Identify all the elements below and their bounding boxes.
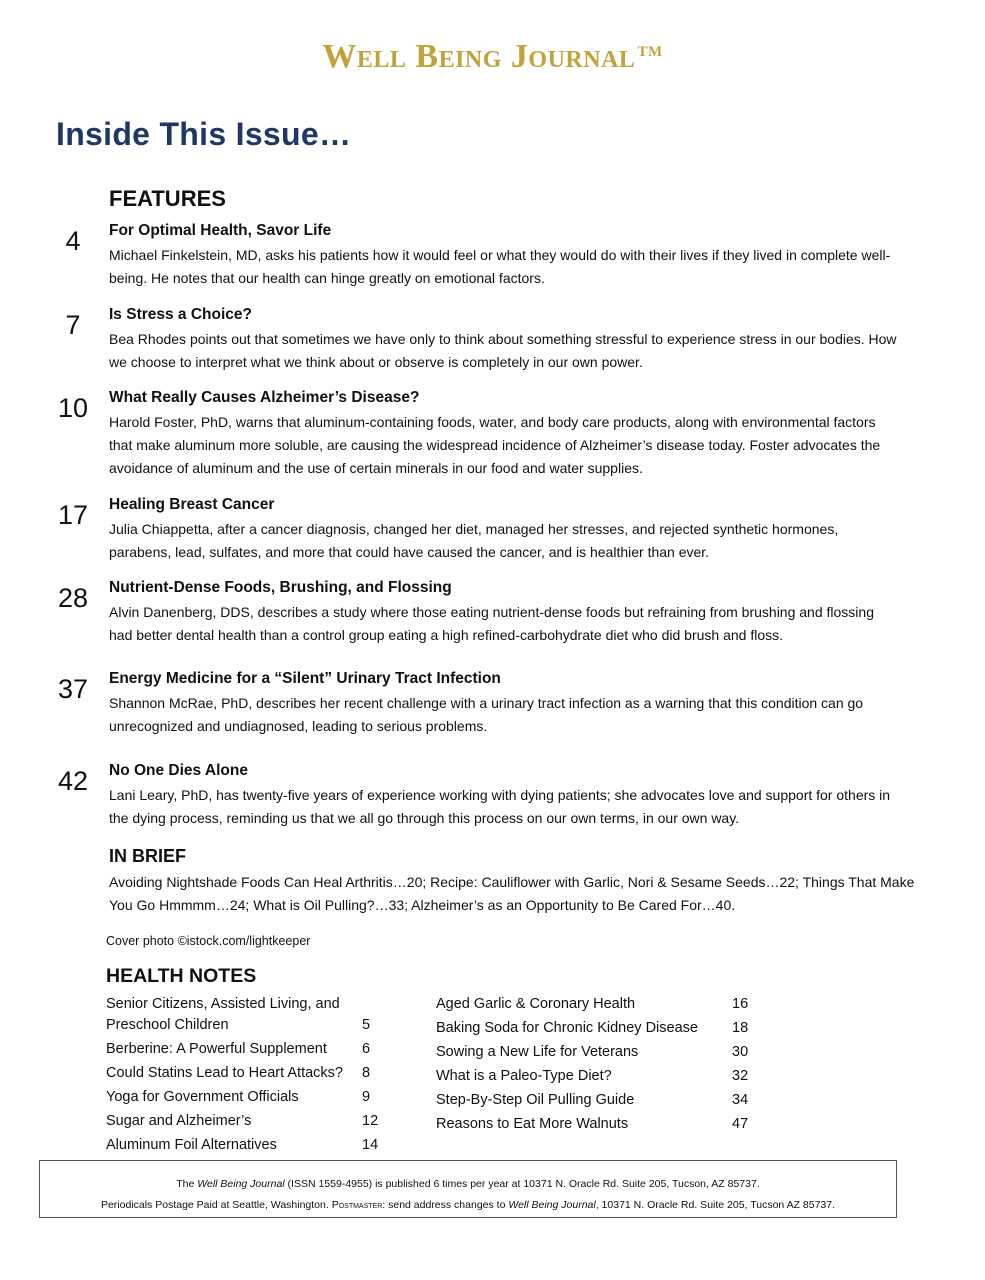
journal-name: Well Being Journal: [508, 1199, 596, 1211]
footer-text: : send address changes to: [382, 1199, 509, 1211]
feature-page-number: 7: [65, 310, 81, 340]
health-note-title: Preschool Children: [106, 1017, 229, 1033]
feature-title: What Really Causes Alzheimer’s Disease?: [109, 389, 420, 406]
masthead-title: Well Being Journal: [322, 38, 636, 75]
feature-title: Healing Breast Cancer: [109, 496, 275, 513]
health-note-page: 5: [362, 1017, 371, 1033]
list-item: [106, 1137, 406, 1161]
feature-title: Nutrient-Dense Foods, Brushing, and Flossing: [109, 579, 452, 596]
health-notes-heading: HEALTH NOTES: [106, 965, 257, 987]
publication-footer: [39, 1160, 897, 1218]
feature-description: Alvin Danenberg, DDS, describes a study where those eating nutrient-dense foods but refraining from brushing and flossing had better dental health than a control group eating a high refined-carbohydrate diet who did brush and floss.: [109, 604, 874, 643]
feature-page-number: 42: [57, 766, 89, 796]
footer-text: The: [176, 1178, 198, 1190]
health-note-title: Aged Garlic & Coronary Health: [436, 996, 636, 1012]
feature-title: For Optimal Health, Savor Life: [109, 222, 332, 239]
health-notes-left-column: [106, 996, 406, 1161]
feature-description: Julia Chiappetta, after a cancer diagnosis, changed her diet, managed her stresses, and rejected synthetic hormones, parabens, lead, sulfates, and more that could have caused the cancer, and is healthier than ever.: [109, 521, 839, 560]
list-item: [436, 1068, 766, 1092]
health-note-title: Yoga for Government Officials: [106, 1089, 299, 1105]
in-brief-heading: IN BRIEF: [109, 846, 187, 866]
list-item: [106, 1065, 406, 1089]
page-title: Inside This Issue…: [56, 116, 352, 152]
footer-text: (ISSN 1559-4955) is published 6 times per year at 10371 N. Oracle Rd. Suite 205, Tucson, AZ 85737.: [284, 1178, 760, 1190]
list-item: [106, 1017, 406, 1041]
feature-page-number: 37: [57, 674, 89, 704]
feature-title: Is Stress a Choice?: [109, 306, 253, 323]
health-note-title: Reasons to Eat More Walnuts: [436, 1116, 629, 1132]
health-note-title: Sugar and Alzheimer’s: [106, 1113, 252, 1129]
health-note-page: 34: [732, 1092, 749, 1108]
health-note-page: 8: [362, 1065, 371, 1081]
health-note-title: Senior Citizens, Assisted Living, and: [106, 996, 340, 1012]
feature-page-number: 17: [57, 500, 89, 530]
health-note-page: 18: [732, 1020, 749, 1036]
feature-description: Harold Foster, PhD, warns that aluminum-containing foods, water, and body care products, along with environmental factors that make aluminum more soluble, are causing the widespread incidence of Alzheimer’s disease today. Foster advocates the avoidance of aluminum and the use of certain minerals in our food and water supplies.: [109, 414, 881, 476]
feature-title: Energy Medicine for a “Silent” Urinary Tract Infection: [109, 670, 501, 687]
footer-line-1: [40, 1174, 896, 1195]
health-notes-right-column: [436, 996, 766, 1140]
list-item: [106, 996, 406, 1017]
list-item: [436, 1044, 766, 1068]
list-item: [106, 1089, 406, 1113]
feature-page-number: 10: [57, 393, 89, 423]
footer-text: Periodicals Postage Paid at Seattle, Washington.: [100, 1199, 332, 1211]
health-note-title: Step-By-Step Oil Pulling Guide: [436, 1092, 635, 1108]
feature-page-number: 28: [57, 583, 89, 613]
footer-text: , 10371 N. Oracle Rd. Suite 205, Tucson AZ 85737.: [595, 1199, 836, 1211]
masthead: [0, 38, 985, 76]
features-heading: FEATURES: [109, 186, 226, 211]
health-note-title: Could Statins Lead to Heart Attacks?: [106, 1065, 343, 1081]
feature-description: Shannon McRae, PhD, describes her recent challenge with a urinary tract infection as a warning that this condition can go unrecognized and undiagnosed, leading to serious problems.: [109, 695, 864, 734]
health-note-page: 6: [362, 1041, 371, 1057]
list-item: [436, 1116, 766, 1140]
list-item: [436, 1092, 766, 1116]
health-note-page: 30: [732, 1044, 749, 1060]
cover-photo-credit: Cover photo ©istock.com/lightkeeper: [106, 934, 311, 948]
list-item: [106, 1113, 406, 1137]
list-item: [106, 1041, 406, 1065]
health-note-page: 16: [732, 996, 749, 1012]
health-note-title: Berberine: A Powerful Supplement: [106, 1041, 327, 1057]
feature-page-number: 4: [65, 226, 81, 256]
health-note-title: Baking Soda for Chronic Kidney Disease: [436, 1020, 698, 1036]
trademark-mark: TM: [637, 44, 663, 60]
journal-name: Well Being Journal: [197, 1178, 285, 1190]
footer-line-2: [40, 1195, 896, 1216]
postmaster-label: Postmaster: [331, 1199, 383, 1211]
health-note-title: Sowing a New Life for Veterans: [436, 1044, 639, 1060]
feature-description: Bea Rhodes points out that sometimes we have only to think about something stressful to experience stress in our bodies. How we choose to interpret what we think about or observe is completely in our own power.: [109, 331, 897, 370]
in-brief-text: Avoiding Nightshade Foods Can Heal Arthritis…20; Recipe: Cauliflower with Garlic, Nori & Sesame Seeds…22; Things That Make You Go Hmmmm…24; What is Oil Pulling?…33; Alzheimer’s as an Opportunity to Be Cared For…40.: [109, 874, 915, 913]
health-note-title: What is a Paleo-Type Diet?: [436, 1068, 612, 1084]
feature-title: No One Dies Alone: [109, 762, 248, 779]
health-note-page: 47: [732, 1116, 749, 1132]
health-note-title: Aluminum Foil Alternatives: [106, 1137, 277, 1153]
health-note-page: 14: [362, 1137, 379, 1153]
feature-description: Lani Leary, PhD, has twenty-five years of experience working with dying patients; she advocates love and support for others in the dying process, reminding us that we all go through this process on our own terms, in our own way.: [109, 787, 891, 826]
list-item: [436, 1020, 766, 1044]
health-note-page: 9: [362, 1089, 371, 1105]
health-note-page: 12: [362, 1113, 379, 1129]
feature-description: Michael Finkelstein, MD, asks his patients how it would feel or what they would do with their lives if they lived in complete well-being. He notes that our health can hinge greatly on emotional factors.: [109, 247, 891, 286]
list-item: [436, 996, 766, 1020]
health-note-page: 32: [732, 1068, 749, 1084]
